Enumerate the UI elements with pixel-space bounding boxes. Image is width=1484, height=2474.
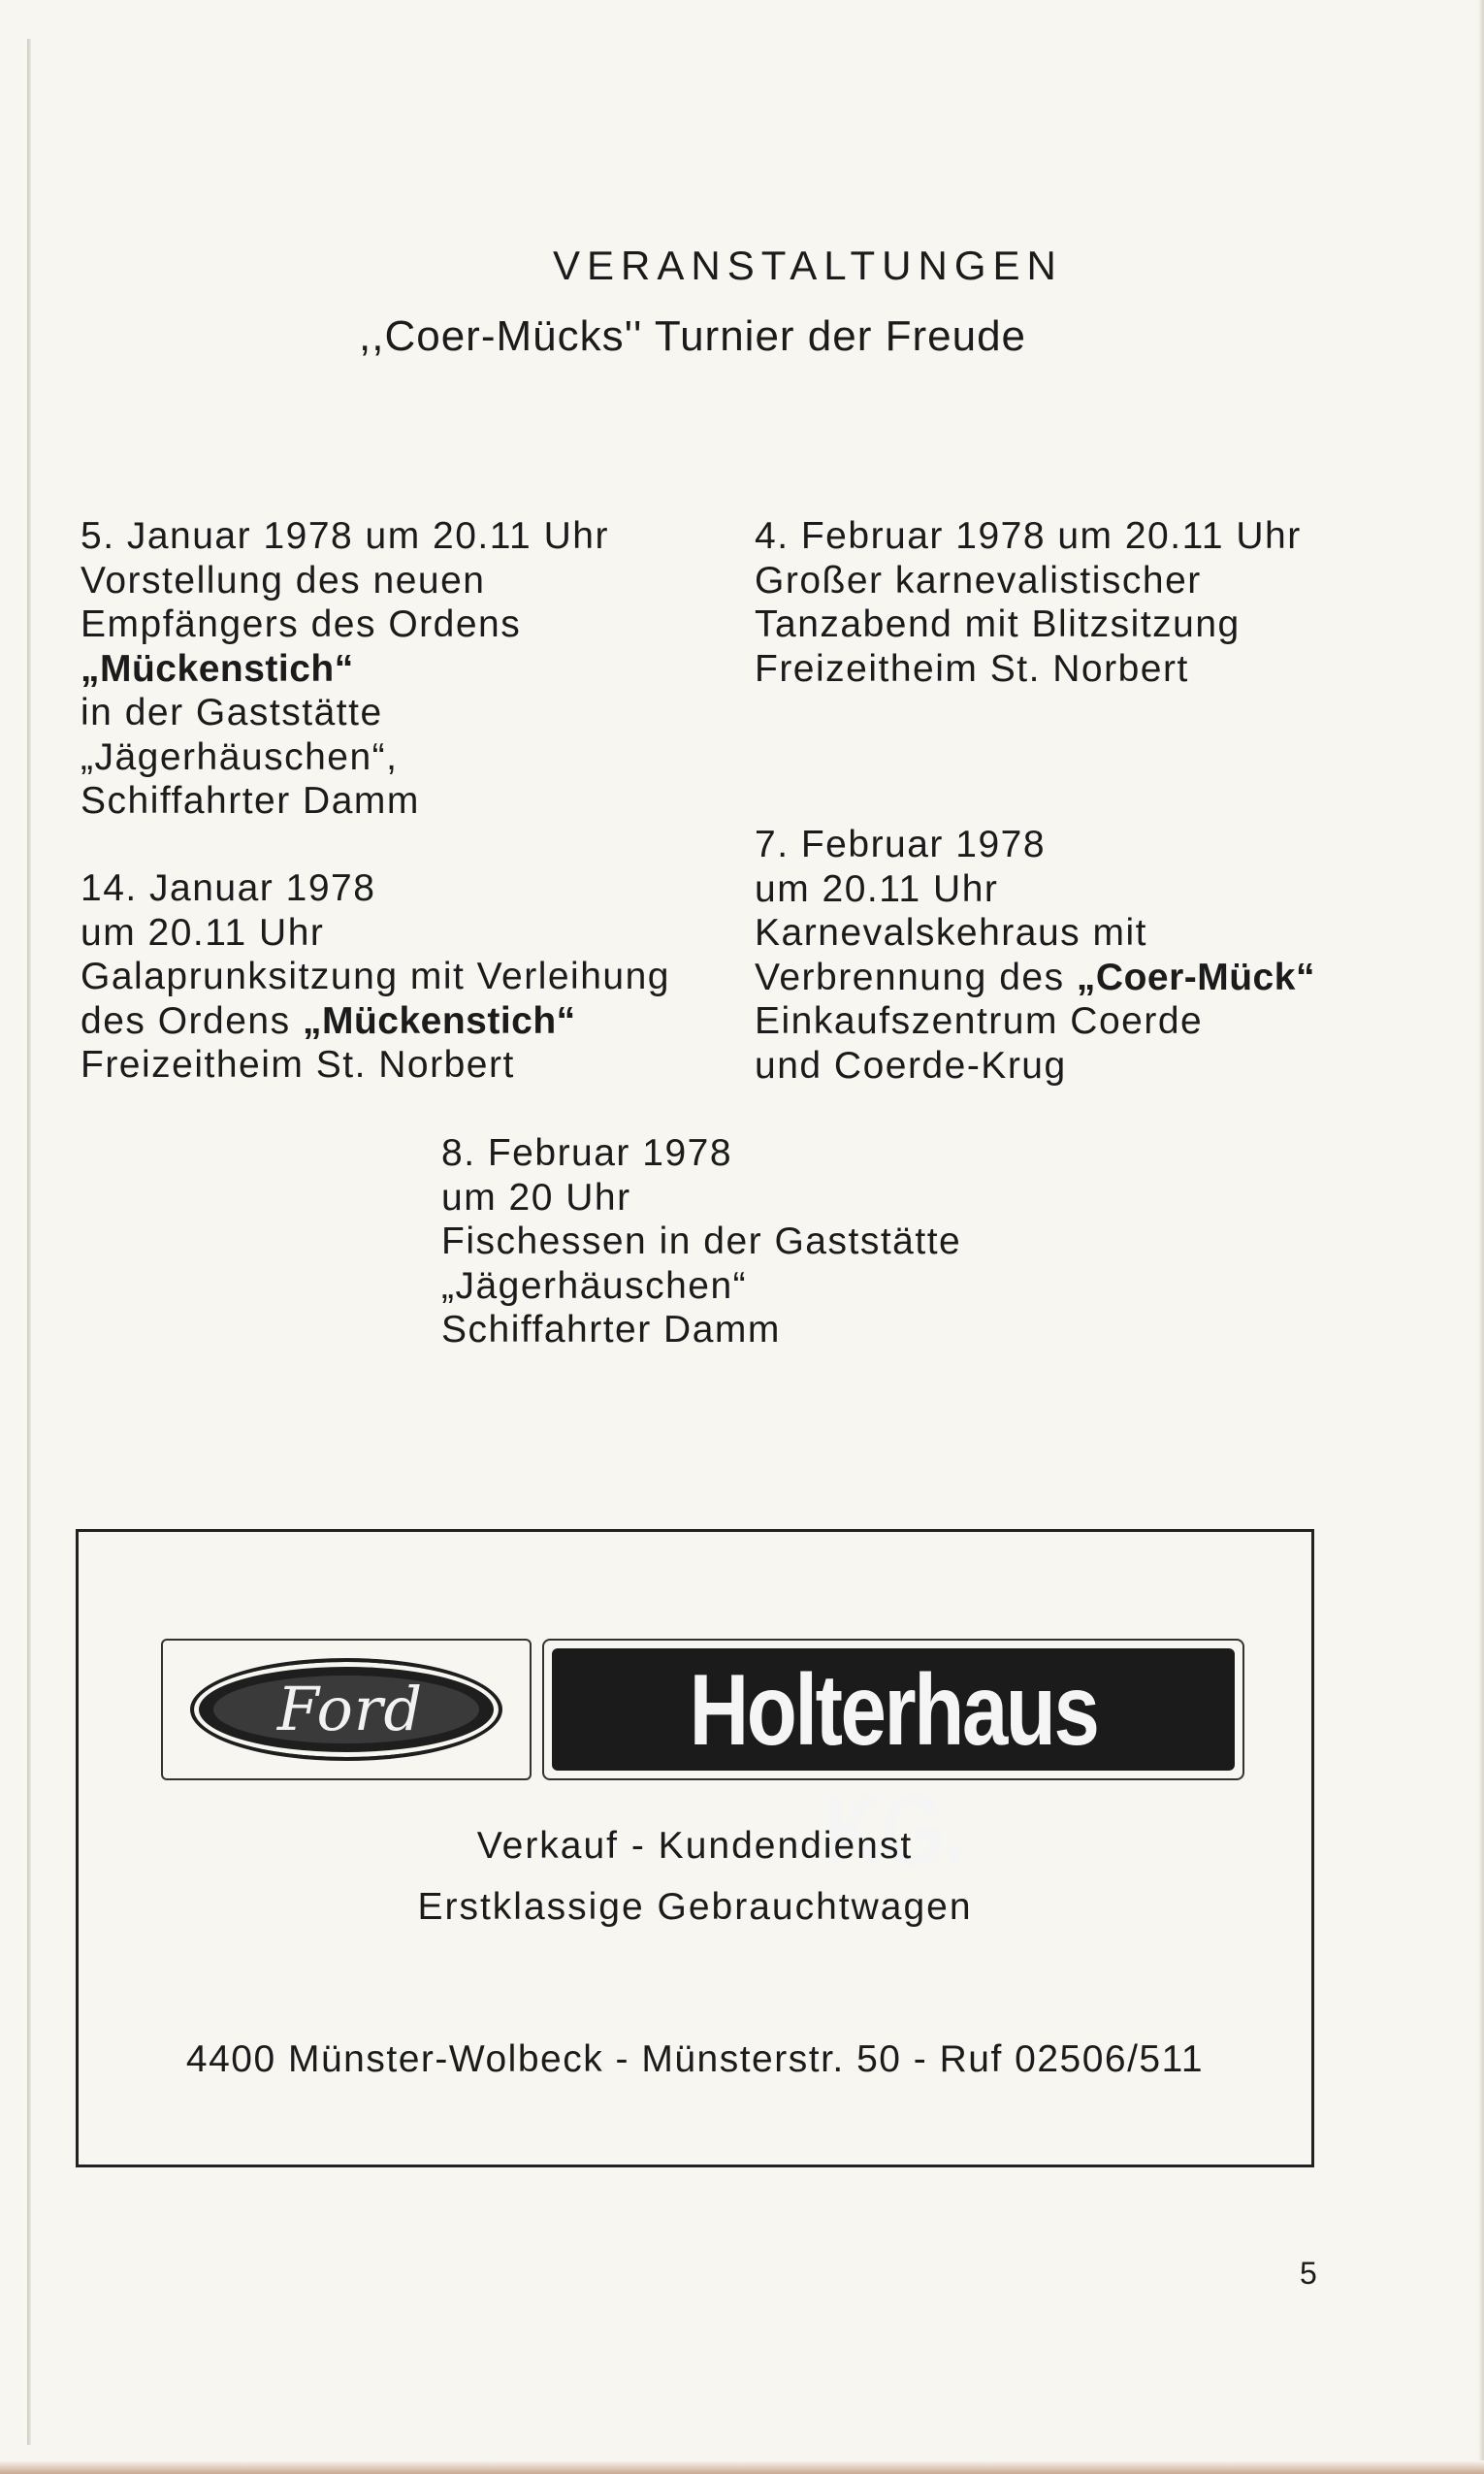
event-line: Einkaufszentrum Coerde bbox=[755, 1000, 1204, 1042]
event-highlight: „Coer-Mück“ bbox=[1076, 956, 1315, 998]
ford-logo-text: Ford bbox=[276, 1674, 424, 1744]
event-line: 5. Januar 1978 um 20.11 Uhr bbox=[81, 515, 609, 557]
event-line: 14. Januar 1978 bbox=[81, 867, 376, 909]
event-februar-7 bbox=[755, 823, 1315, 1088]
advertisement-box bbox=[76, 1529, 1314, 2167]
event-line: Empfängers des Ordens bbox=[81, 603, 522, 645]
ad-used-cars: Erstklassige Gebrauchtwagen bbox=[417, 1886, 973, 1928]
page-title: VERANSTALTUNGEN bbox=[553, 243, 1063, 288]
event-line: um 20.11 Uhr bbox=[755, 867, 999, 910]
event-line: „Jägerhäuschen“ bbox=[441, 1264, 748, 1307]
event-order-name: „Mückenstich“ bbox=[302, 999, 576, 1042]
page-binding-edge bbox=[27, 39, 31, 2445]
event-februar-8 bbox=[441, 1131, 961, 1352]
event-line: „Jägerhäuschen“, bbox=[81, 735, 399, 778]
event-line: 7. Februar 1978 bbox=[755, 824, 1047, 865]
event-line: Freizeitheim St. Norbert bbox=[755, 647, 1189, 690]
event-line: in der Gaststätte bbox=[81, 692, 383, 733]
event-line: um 20 Uhr bbox=[441, 1176, 631, 1219]
event-line: Tanzabend mit Blitzsitzung bbox=[755, 603, 1241, 645]
event-line: Fischessen in der Gaststätte bbox=[441, 1221, 962, 1262]
event-line: um 20.11 Uhr bbox=[81, 911, 325, 954]
event-order-name: „Mückenstich“ bbox=[81, 647, 354, 690]
event-line: Galaprunksitzung mit Verleihung bbox=[81, 956, 670, 997]
event-line: Vorstellung des neuen bbox=[81, 559, 486, 602]
event-line: Freizeitheim St. Norbert bbox=[81, 1044, 515, 1086]
event-line: Großer karnevalistischer bbox=[755, 559, 1202, 602]
event-text: Verbrennung des bbox=[755, 956, 1077, 998]
event-line: 4. Februar 1978 um 20.11 Uhr bbox=[755, 515, 1302, 557]
event-februar-4 bbox=[755, 514, 1302, 691]
event-text: des Ordens bbox=[81, 999, 303, 1042]
event-januar-14 bbox=[81, 866, 670, 1088]
event-januar-5 bbox=[81, 514, 609, 824]
ford-logo-icon bbox=[190, 1658, 502, 1761]
event-line: 8. Februar 1978 bbox=[441, 1132, 733, 1174]
event-line: Schiffahrter Damm bbox=[441, 1309, 781, 1351]
page-right-edge bbox=[1478, 0, 1484, 2474]
company-name: Holterhaus KG. bbox=[689, 1654, 1098, 1887]
event-line: Schiffahrter Damm bbox=[81, 780, 420, 822]
event-line: Karnevalskehraus mit bbox=[755, 912, 1147, 954]
ford-logo-frame bbox=[161, 1639, 532, 1780]
event-line-mixed bbox=[755, 956, 1315, 1000]
event-line: und Coerde-Krug bbox=[755, 1044, 1067, 1087]
page-subtitle: ,,Coer-Mücks'' Turnier der Freude bbox=[359, 312, 1027, 360]
ad-address: 4400 Münster-Wolbeck - Münsterstr. 50 - Ruf 02506/511 bbox=[185, 2038, 1205, 2080]
event-line-mixed bbox=[81, 999, 670, 1044]
page-bottom-edge bbox=[0, 2460, 1484, 2474]
page-number: 5 bbox=[1300, 2256, 1317, 2291]
ad-services: Verkauf - Kundendienst bbox=[476, 1825, 914, 1867]
